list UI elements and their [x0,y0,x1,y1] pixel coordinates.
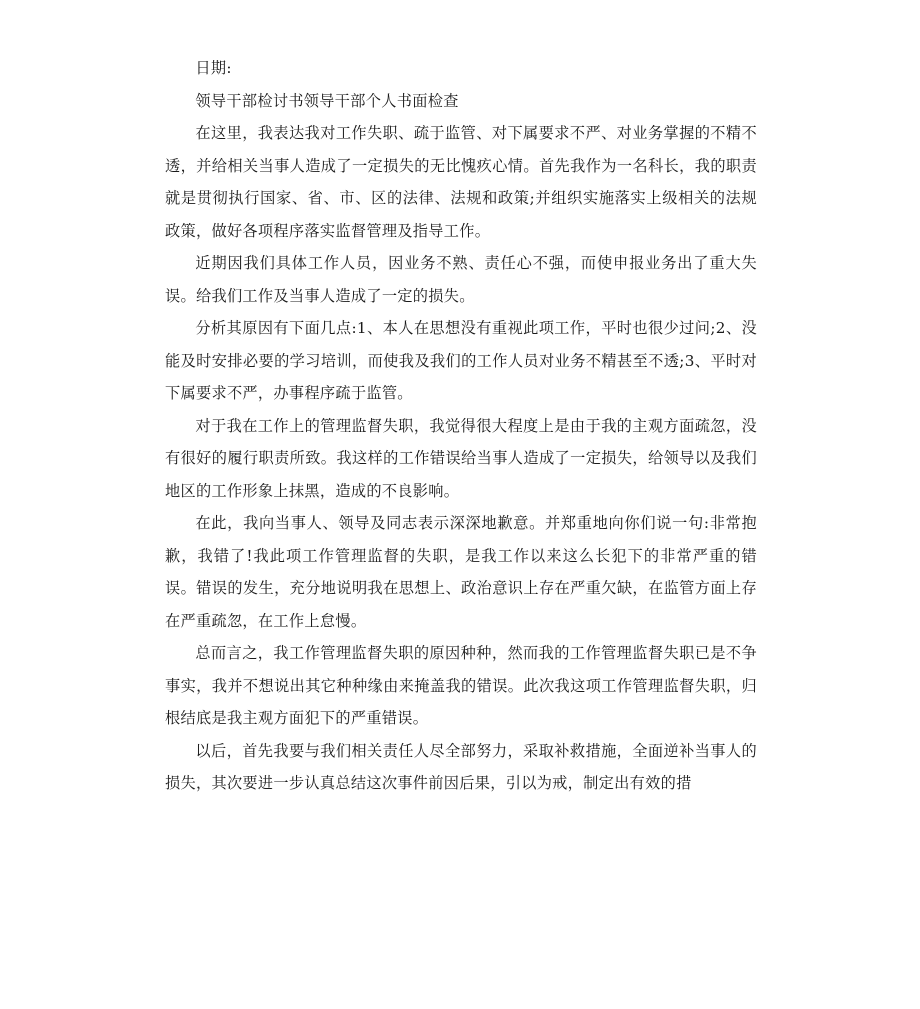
paragraph-3: 分析其原因有下面几点:1、本人在思想没有重视此项工作，平时也很少过问;2、没能及时安排必要的学习培训，而使我及我们的工作人员对业务不精甚至不透;3、平时对下属要求不严，办事程序疏于监管。 [165,319,757,402]
document-page [165,52,757,800]
document-title: 领导干部检讨书领导干部个人书面检查 [195,91,459,110]
paragraph-2: 近期因我们具体工作人员，因业务不熟、责任心不强，而使申报业务出了重大失误。给我们工作及当事人造成了一定的损失。 [165,254,757,305]
paragraph-4: 对于我在工作上的管理监督失职，我觉得很大程度上是由于我的主观方面疏忽，没有很好的履行职责所致。我这样的工作错误给当事人造成了一定损失，给领导以及我们地区的工作形象上抹黑，造成的不良影响。 [165,416,757,500]
paragraph-5: 在此，我向当事人、领导及同志表示深深地歉意。并郑重地向你们说一句:非常抱歉，我错了!我此项工作管理监督的失职，是我工作以来这么长犯下的非常严重的错误。错误的发生，充分地说明我在思想上、政治意识上存在严重欠缺，在监管方面上存在严重疏忽，在工作上怠慢。 [165,514,757,630]
paragraph-6: 总而言之，我工作管理监督失职的原因种种，然而我的工作管理监督失职已是不争事实，我并不想说出其它种种缘由来掩盖我的错误。此次我这项工作管理监督失职，归根结底是我主观方面犯下的严重错误。 [165,644,757,727]
paragraph-7: 以后，首先我要与我们相关责任人尽全部努力，采取补救措施，全面逆补当事人的损失，其次要进一步认真总结这次事件前因后果，引以为戒，制定出有效的措 [165,741,757,792]
date-label: 日期: [195,59,232,77]
paragraph-1: 在这里，我表达我对工作失职、疏于监管、对下属要求不严、对业务掌握的不精不透，并给相关当事人造成了一定损失的无比愧疚心情。首先我作为一名科长，我的职责就是贯彻执行国家、省、市、区的法律、法规和政策;并组织实施落实上级相关的法规政策，做好各项程序落实监督管理及指导工作。 [165,124,757,240]
